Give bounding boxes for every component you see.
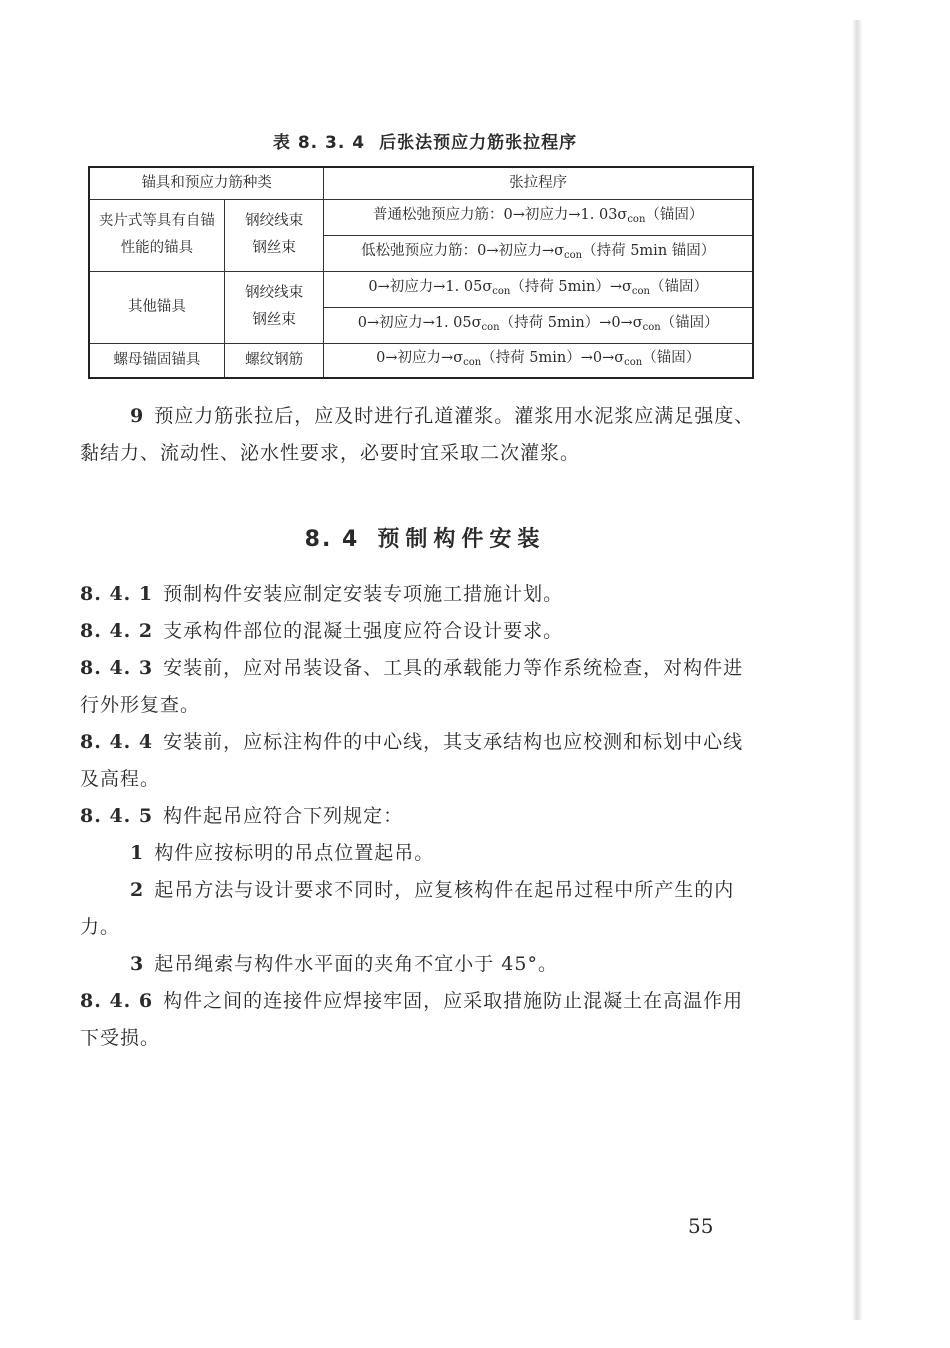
cell-procedure: [324, 235, 753, 271]
clause-text: 构件起吊应符合下列规定：: [163, 805, 404, 827]
procedure-text: （锚固）: [645, 206, 704, 223]
item-number: 9: [130, 405, 145, 427]
procedure-text: （锚固）: [660, 314, 719, 331]
clause-paragraph: [80, 798, 756, 835]
page-number: 55: [688, 1214, 714, 1238]
clause-text: 预制构件安装应制定安装专项施工措施计划。: [163, 583, 564, 605]
procedure-subscript: con: [627, 213, 646, 225]
cell-tendon: 钢绞线束 钢丝束: [224, 199, 324, 271]
procedure-text: （持荷 5min）→σ: [510, 278, 632, 295]
tensioning-procedure-table: [88, 166, 754, 379]
table-number: 表 8. 3. 4: [272, 133, 366, 153]
clause-text: 安装前，应对吊装设备、工具的承载能力等作系统检查，对构件进行外形复查。: [80, 657, 744, 716]
clause-number: 8. 4. 2: [80, 620, 154, 642]
sub-item-number: 3: [130, 953, 145, 975]
cell-procedure: [324, 307, 753, 343]
clause-paragraph: [80, 613, 756, 650]
clause-paragraph: [80, 650, 756, 724]
sub-item-number: 2: [130, 879, 145, 901]
table-caption: [0, 128, 850, 153]
procedure-text: （锚固）: [649, 278, 708, 295]
item-9-block: [80, 398, 756, 472]
cell-tendon: 螺纹钢筋: [224, 343, 324, 378]
sub-item-paragraph: [80, 946, 756, 983]
table-row: [89, 343, 753, 378]
procedure-subscript: con: [631, 285, 650, 297]
procedure-subscript: con: [564, 249, 583, 261]
sub-item-text: 起吊方法与设计要求不同时，应复核构件在起吊过程中所产生的内力。: [80, 879, 735, 938]
section-number: 8. 4: [304, 527, 360, 552]
clause-number: 8. 4. 3: [80, 657, 154, 679]
item-9-paragraph: [80, 398, 756, 472]
procedure-text: （持荷 5min）→0→σ: [481, 349, 625, 366]
item-text: 预应力筋张拉后，应及时进行孔道灌浆。灌浆用水泥浆应满足强度、黏结力、流动性、泌水性要求，必要时宜采取二次灌浆。: [80, 405, 755, 464]
sub-item-number: 1: [130, 842, 145, 864]
clause-number: 8. 4. 5: [80, 805, 154, 827]
procedure-subscript: con: [624, 356, 643, 368]
table-header-row: [89, 167, 753, 199]
procedure-text: 0→初应力→σ: [376, 349, 464, 366]
table-row: [89, 271, 753, 307]
page-edge-shadow: [852, 20, 862, 1320]
clause-number: 8. 4. 4: [80, 731, 154, 753]
section-heading: [0, 522, 850, 553]
clause-paragraph: [80, 983, 756, 1057]
cell-group: 夹片式等具有自锚性能的锚具: [89, 199, 224, 271]
sub-item-text: 起吊绳索与构件水平面的夹角不宜小于 45°。: [154, 953, 558, 975]
clause-paragraph: [80, 576, 756, 613]
sub-item-text: 构件应按标明的吊点位置起吊。: [154, 842, 435, 864]
section-body: [80, 576, 756, 1057]
clause-text: 支承构件部位的混凝土强度应符合设计要求。: [163, 620, 564, 642]
cell-procedure: [324, 199, 753, 235]
procedure-text: 普通松弛预应力筋：0→初应力→1. 03σ: [373, 206, 628, 223]
procedure-subscript: con: [642, 321, 661, 333]
clause-text: 构件之间的连接件应焊接牢固，应采取措施防止混凝土在高温作用下受损。: [80, 990, 744, 1049]
cell-tendon: 钢绞线束 钢丝束: [224, 271, 324, 343]
clause-text: 安装前，应标注构件的中心线，其支承结构也应校测和标划中心线及高程。: [80, 731, 744, 790]
cell-procedure: [324, 343, 753, 378]
procedure-subscript: con: [481, 321, 500, 333]
procedure-text: （持荷 5min 锚固）: [582, 242, 716, 259]
clause-paragraph: [80, 724, 756, 798]
procedure-text: 低松弛预应力筋：0→初应力→σ: [361, 242, 565, 259]
table-row: [89, 199, 753, 235]
clause-number: 8. 4. 1: [80, 583, 154, 605]
procedure-subscript: con: [492, 285, 511, 297]
procedure-text: （持荷 5min）→0→σ: [499, 314, 643, 331]
table-title: 后张法预应力筋张拉程序: [379, 133, 578, 153]
procedure-subscript: con: [463, 356, 482, 368]
cell-procedure: [324, 271, 753, 307]
procedure-text: 0→初应力→1. 05σ: [368, 278, 493, 295]
cell-group: 螺母锚固锚具: [89, 343, 224, 378]
procedure-text: （锚固）: [642, 349, 701, 366]
header-anchorage-type: 锚具和预应力筋种类: [89, 167, 324, 199]
header-procedure: 张拉程序: [324, 167, 753, 199]
procedure-text: 0→初应力→1. 05σ: [357, 314, 482, 331]
cell-group: 其他锚具: [89, 271, 224, 343]
sub-item-paragraph: [80, 835, 756, 872]
sub-item-paragraph: [80, 872, 756, 946]
section-title: 预制构件安装: [377, 527, 546, 552]
clause-number: 8. 4. 6: [80, 990, 154, 1012]
